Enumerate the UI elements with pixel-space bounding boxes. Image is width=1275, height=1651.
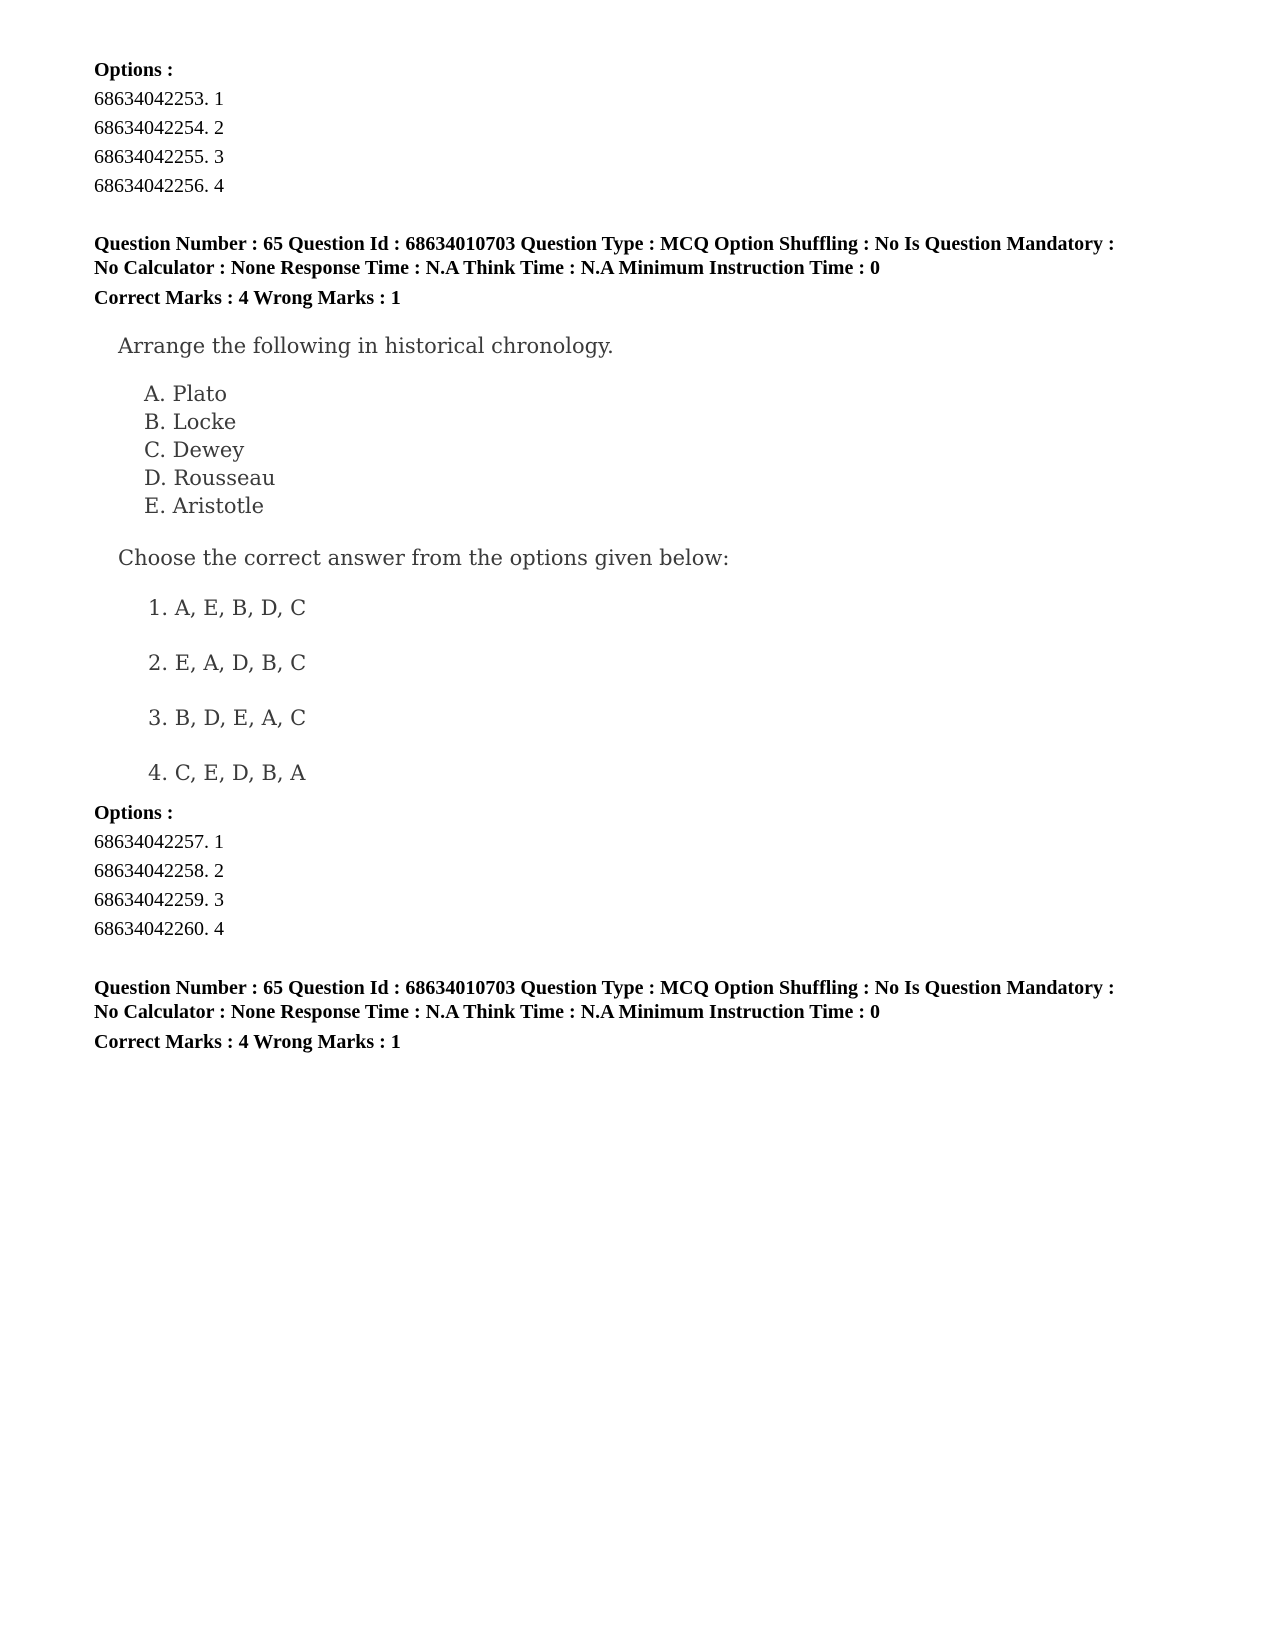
question-marks: Correct Marks : 4 Wrong Marks : 1 (94, 287, 401, 309)
answer-choice: 2. E, A, D, B, C (148, 651, 307, 675)
list-item: A. Plato (144, 382, 227, 406)
question-meta-line-2: No Calculator : None Response Time : N.A Think Time : N.A Minimum Instruction Time : 0 (94, 257, 880, 279)
answer-choices-list (148, 594, 738, 814)
list-item: E. Aristotle (144, 494, 265, 518)
question-marks: Correct Marks : 4 Wrong Marks : 1 (94, 1031, 401, 1053)
option-item: 68634042254. 2 (94, 117, 224, 139)
question-header (94, 232, 1204, 310)
options-label: Options : (94, 802, 174, 824)
option-item: 68634042258. 2 (94, 860, 224, 882)
answer-choice: 1. A, E, B, D, C (148, 596, 307, 620)
question-instruction: Choose the correct answer from the options given below: (118, 546, 730, 570)
answer-choice: 3. B, D, E, A, C (148, 706, 307, 730)
question-meta-line-1: Question Number : 65 Question Id : 68634010703 Question Type : MCQ Option Shuffling : No Is Question Mandatory : (94, 977, 1115, 999)
question-meta-line-1: Question Number : 65 Question Id : 68634010703 Question Type : MCQ Option Shuffling : No Is Question Mandatory : (94, 233, 1115, 255)
question-header-2 (94, 976, 1204, 1054)
list-item: D. Rousseau (144, 466, 276, 490)
option-item: 68634042257. 1 (94, 831, 224, 853)
question-options-block (94, 801, 1204, 944)
option-item: 68634042256. 4 (94, 175, 224, 197)
list-item: B. Locke (144, 410, 237, 434)
top-options-block (94, 58, 1204, 201)
question-meta-line-2: No Calculator : None Response Time : N.A Think Time : N.A Minimum Instruction Time : 0 (94, 1001, 880, 1023)
option-item: 68634042253. 1 (94, 88, 224, 110)
option-item: 68634042255. 3 (94, 146, 224, 168)
question-stem: Arrange the following in historical chronology. (118, 334, 614, 358)
option-item: 68634042260. 4 (94, 918, 224, 940)
options-label: Options : (94, 59, 174, 81)
answer-choice: 4. C, E, D, B, A (148, 761, 306, 785)
option-item: 68634042259. 3 (94, 889, 224, 911)
question-content (118, 332, 738, 814)
list-item: C. Dewey (144, 438, 245, 462)
question-items-list (144, 380, 738, 520)
